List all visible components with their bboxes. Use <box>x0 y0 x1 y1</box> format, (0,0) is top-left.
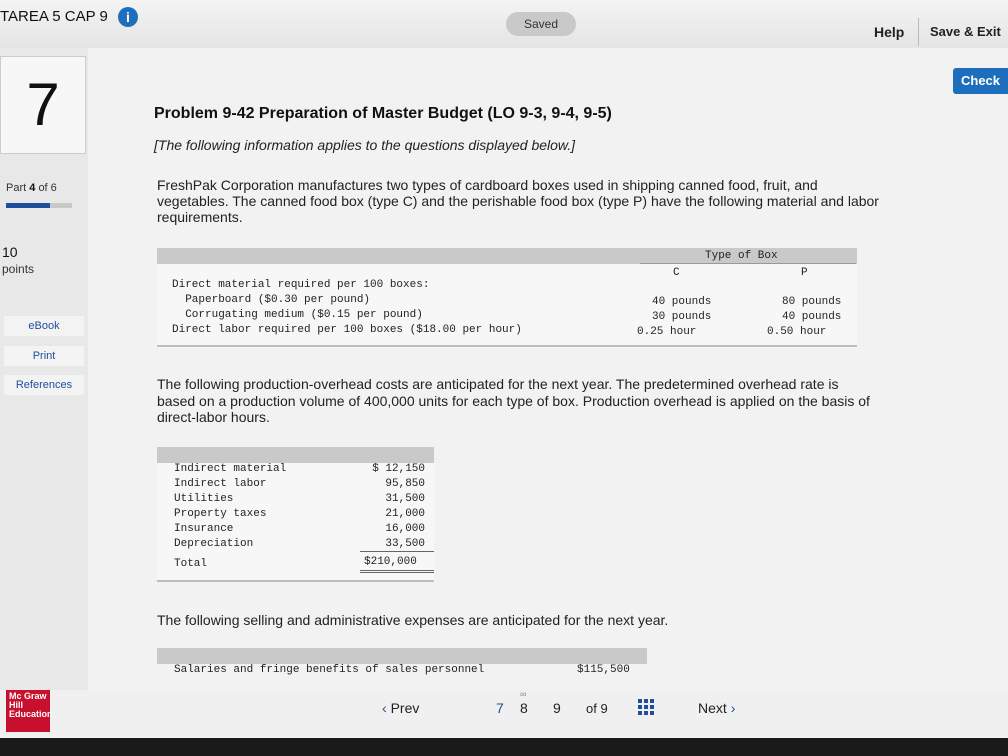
overhead-row-label: Insurance <box>174 523 234 535</box>
overhead-line-3: direct-labor hours. <box>157 409 270 425</box>
bottom-navigation-bar <box>0 690 1008 738</box>
part-current: 4 <box>29 182 36 194</box>
overhead-row-label: Indirect labor <box>174 478 267 490</box>
problem-title: Problem 9-42 Preparation of Master Budget (LO 9-3, 9-4, 9-5) <box>154 105 612 122</box>
info-note: [The following information applies to the questions displayed below.] <box>154 137 576 153</box>
screen-bezel <box>0 738 1008 756</box>
overhead-row-label: Indirect material <box>174 463 287 475</box>
selling-table-header-bar <box>157 648 647 664</box>
print-button[interactable]: Print <box>4 346 84 366</box>
selling-line: The following selling and administrative expenses are anticipated for the next year. <box>157 612 669 628</box>
chevron-right-icon: › <box>730 700 736 716</box>
header-divider <box>918 18 919 46</box>
overhead-total-label: Total <box>174 558 208 570</box>
overhead-table-bottom-rule <box>157 580 434 582</box>
overhead-row-value: 31,500 <box>385 493 425 505</box>
overhead-line-2: based on a production volume of 400,000 units for each type of box. Production overhead is applied on the basis of <box>157 393 870 409</box>
question-number: 7 <box>0 56 86 154</box>
materials-row-c: 30 pounds <box>652 311 712 323</box>
help-button[interactable]: Help <box>874 24 905 40</box>
ebook-button[interactable]: eBook <box>4 316 84 336</box>
part-progress-fill <box>6 203 50 208</box>
references-button[interactable]: References <box>4 375 84 395</box>
question-grid-icon[interactable] <box>638 699 654 715</box>
materials-row-p: 40 pounds <box>782 311 842 323</box>
logo-text: Mc Graw Hill Education <box>9 691 53 719</box>
overhead-row-value: 21,000 <box>385 508 425 520</box>
overhead-row-value: $ 12,150 <box>372 463 425 475</box>
type-of-box-header: Type of Box <box>705 250 778 262</box>
top-bar <box>0 0 1008 48</box>
total-double-rule <box>360 570 434 571</box>
page-total: of 9 <box>586 701 608 716</box>
chevron-left-icon: ‹ <box>382 700 387 716</box>
part-progress-bar <box>6 203 72 208</box>
info-icon[interactable]: i <box>118 7 138 27</box>
prev-label: Prev <box>390 700 420 716</box>
overhead-row-label: Depreciation <box>174 538 254 550</box>
materials-row-label: Paperboard ($0.30 per pound) <box>172 294 371 306</box>
save-exit-button[interactable]: Save & Exit <box>930 24 1001 39</box>
materials-row-p: 80 pounds <box>782 296 842 308</box>
materials-row-label: Corrugating medium ($0.15 per pound) <box>172 309 423 321</box>
part-indicator <box>6 182 57 194</box>
materials-row-label: Direct labor required per 100 boxes ($18.00 per hour) <box>172 324 522 336</box>
total-double-rule <box>360 572 434 573</box>
intro-line-1: FreshPak Corporation manufactures two types of cardboard boxes used in shipping canned food, fruit, and <box>157 177 818 193</box>
intro-line-3: requirements. <box>157 209 243 225</box>
intro-line-2: vegetables. The canned food box (type C) and the perishable food box (type P) have the following material and labor <box>157 193 879 209</box>
overhead-line-1: The following production-overhead costs are anticipated for the next year. The predetermined overhead rate is <box>157 376 839 392</box>
page-8-current[interactable]: 8 <box>520 700 528 716</box>
selling-row-label: Salaries and fringe benefits of sales personnel <box>174 664 485 676</box>
next-label: Next <box>698 700 727 716</box>
link-icon: ∞ <box>520 689 527 699</box>
selling-row-value: $115,500 <box>577 664 630 676</box>
overhead-row-value: 16,000 <box>385 523 425 535</box>
page-9-link[interactable]: 9 <box>553 700 561 716</box>
part-suffix: of 6 <box>38 182 57 194</box>
overhead-row-value: 33,500 <box>385 538 425 550</box>
overhead-total-value: $210,000 <box>364 556 417 568</box>
materials-row-p: 0.50 hour <box>767 326 827 338</box>
part-prefix: Part <box>6 182 27 194</box>
overhead-row-label: Property taxes <box>174 508 267 520</box>
header-underline <box>640 263 856 264</box>
next-button[interactable] <box>698 700 735 716</box>
materials-row-label: Direct material required per 100 boxes: <box>172 279 430 291</box>
assignment-title: TAREA 5 CAP 9 <box>0 8 108 25</box>
page-7-link[interactable]: 7 <box>496 700 504 716</box>
overhead-table-header-bar <box>157 447 434 463</box>
col-c-header: C <box>673 267 680 279</box>
check-button[interactable]: Check <box>953 68 1008 94</box>
materials-row-c: 40 pounds <box>652 296 712 308</box>
mcgraw-hill-logo <box>6 690 53 732</box>
points-label: points <box>2 262 35 276</box>
prev-button[interactable] <box>382 700 419 716</box>
materials-table-bottom-rule <box>157 345 857 347</box>
materials-row-c: 0.25 hour <box>637 326 697 338</box>
saved-status-badge: Saved <box>506 12 576 36</box>
overhead-row-label: Utilities <box>174 493 234 505</box>
col-p-header: P <box>801 267 808 279</box>
points-value: 10 <box>2 244 18 260</box>
overhead-row-value: 95,850 <box>385 478 425 490</box>
subtotal-rule <box>360 551 434 552</box>
